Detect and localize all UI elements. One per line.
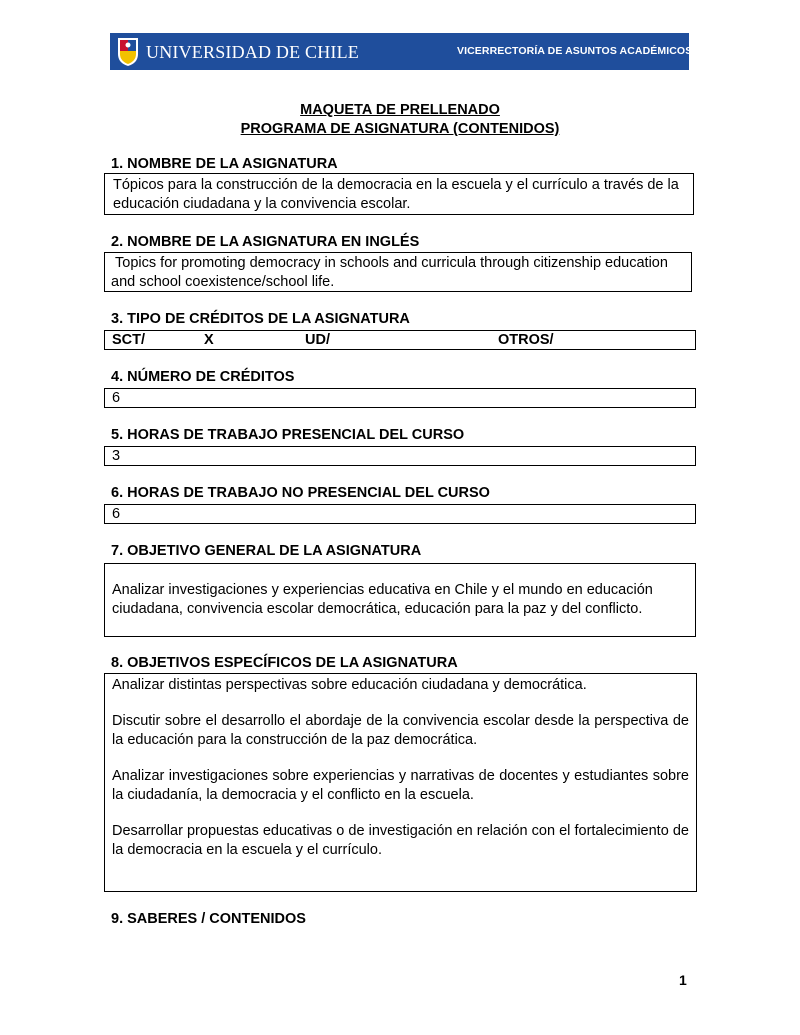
section-8-heading: 8. OBJETIVOS ESPECÍFICOS DE LA ASIGNATURA [111, 655, 458, 671]
credit-type-row [104, 330, 696, 350]
section-1-heading: 1. NOMBRE DE LA ASIGNATURA [111, 156, 338, 172]
credit-otros-label: OTROS/ [498, 332, 554, 348]
section-5-box [104, 446, 696, 466]
section-7-box [104, 563, 696, 637]
non-presential-hours-value: 6 [112, 506, 121, 522]
section-2-heading: 2. NOMBRE DE LA ASIGNATURA EN INGLÉS [111, 234, 420, 250]
section-1-box [104, 173, 694, 215]
credit-sct-label: SCT/ [112, 332, 146, 348]
course-name-en: Topics for promoting democracy in schools and curricula through citizenship education and school coexistence/school life. [111, 255, 672, 290]
document-title-line2: PROGRAMA DE ASIGNATURA (CONTENIDOS) [240, 121, 560, 137]
university-shield-icon [116, 36, 140, 67]
credit-sct-mark: X [204, 332, 214, 348]
page-number: 1 [679, 972, 687, 988]
university-name: UNIVERSIDAD DE CHILE [146, 42, 359, 62]
section-2-box [104, 252, 692, 292]
specific-objective-4: Desarrollar propuestas educativas o de investigación en relación con el fortalecimiento de la democracia en la escuela y el currículo. [112, 823, 689, 858]
specific-objective-2: Discutir sobre el desarrollo el abordaje de la convivencia escolar desde la perspectiva de la educación para la construcción de la paz democrática. [112, 713, 689, 748]
general-objective-text: Analizar investigaciones y experiencias educativa en Chile y el mundo en educación ciudadana, convivencia escolar democrática, educación para la paz y del conflicto. [112, 582, 653, 617]
section-6-box [104, 504, 696, 524]
document-title-line1: MAQUETA DE PRELLENADO [300, 102, 500, 118]
section-9-heading: 9. SABERES / CONTENIDOS [111, 911, 306, 927]
section-6-heading: 6. HORAS DE TRABAJO NO PRESENCIAL DEL CURSO [111, 485, 490, 501]
section-4-heading: 4. NÚMERO DE CRÉDITOS [111, 369, 295, 385]
vicerrectoria-label: VICERRECTORÍA DE ASUNTOS ACADÉMICOS [457, 45, 693, 57]
specific-objective-1: Analizar distintas perspectivas sobre educación ciudadana y democrática. [112, 677, 587, 693]
credit-ud-label: UD/ [305, 332, 330, 348]
presential-hours-value: 3 [112, 448, 121, 464]
credits-value: 6 [112, 390, 121, 406]
course-name-es: Tópicos para la construcción de la democracia en la escuela y el currículo a través de la educación ciudadana y la convivencia escolar. [113, 177, 679, 212]
section-5-heading: 5. HORAS DE TRABAJO PRESENCIAL DEL CURSO [111, 427, 465, 443]
specific-objective-3: Analizar investigaciones sobre experiencias y narrativas de docentes y estudiantes sobre la ciudadanía, la democracia y el conflicto en la escuela. [112, 768, 689, 803]
section-8-box [104, 673, 697, 892]
header-banner [110, 33, 693, 70]
section-7-heading: 7. OBJETIVO GENERAL DE LA ASIGNATURA [111, 543, 422, 559]
section-3-heading: 3. TIPO DE CRÉDITOS DE LA ASIGNATURA [111, 311, 410, 327]
section-4-box [104, 388, 696, 408]
